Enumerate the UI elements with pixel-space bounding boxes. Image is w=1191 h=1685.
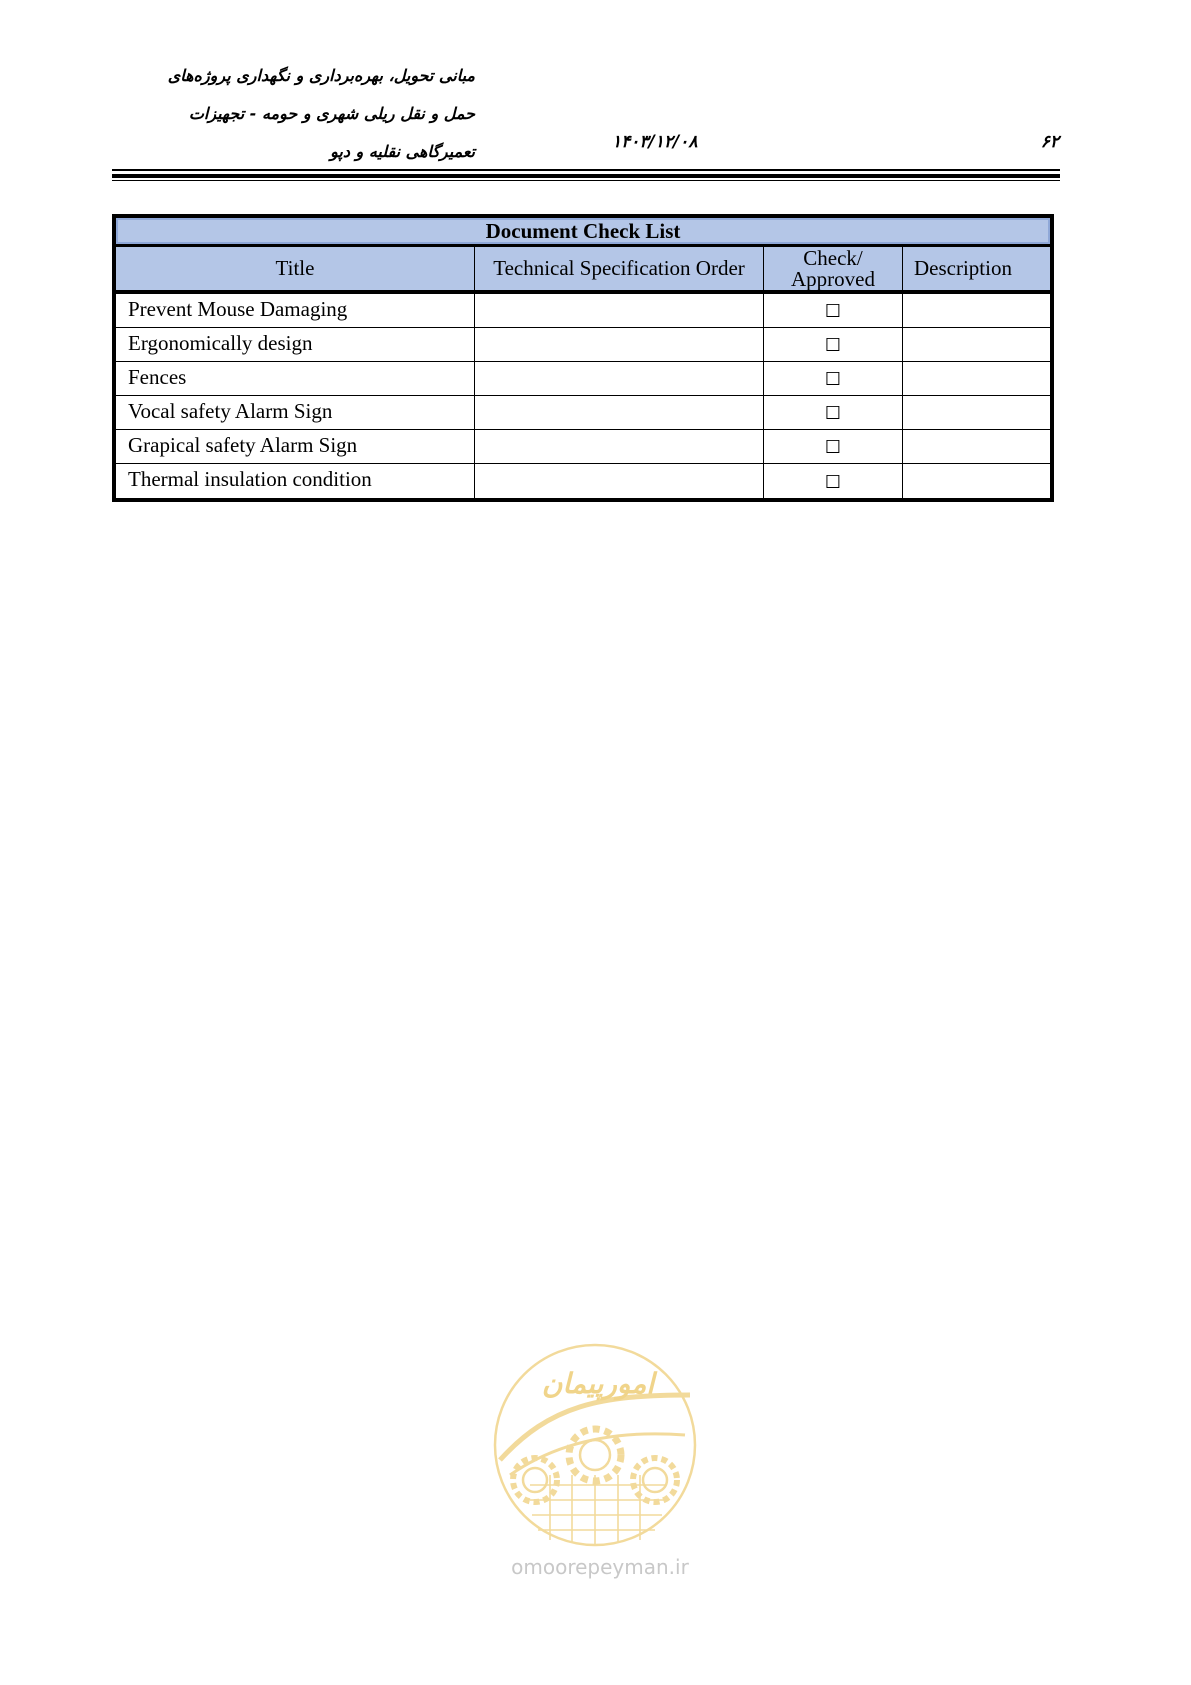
table-row xyxy=(116,396,1050,430)
header-title-line-1: مبانی تحویل، بهره‌برداری و نگهداری پروژه‌های xyxy=(167,66,475,85)
row-spec xyxy=(475,396,764,429)
checkbox[interactable]: ☐ xyxy=(824,403,842,424)
row-spec xyxy=(475,430,764,463)
table-row xyxy=(116,430,1050,464)
column-header-spec: Technical Specification Order xyxy=(475,247,764,290)
row-spec xyxy=(475,464,764,498)
table-header-row xyxy=(116,247,1050,294)
row-title: Vocal safety Alarm Sign xyxy=(116,396,475,429)
document-check-list-table xyxy=(112,214,1054,502)
header-date: ۱۴۰۳/۱۲/۰۸ xyxy=(612,132,698,152)
table-row xyxy=(116,464,1050,498)
row-title: Thermal insulation condition xyxy=(116,464,475,498)
row-check-cell xyxy=(764,328,903,361)
row-description xyxy=(903,430,1050,463)
row-description xyxy=(903,328,1050,361)
table-row xyxy=(116,362,1050,396)
watermark-logo-text: امورپیمان xyxy=(541,1367,655,1400)
checkbox[interactable]: ☐ xyxy=(824,369,842,390)
header-title-line-3: تعمیرگاهی نقلیه و دپو xyxy=(330,142,475,161)
column-header-title: Title xyxy=(116,247,475,290)
header-rule xyxy=(112,180,1060,181)
page-header xyxy=(0,0,1191,190)
row-description xyxy=(903,464,1050,498)
row-check-cell xyxy=(764,362,903,395)
row-description xyxy=(903,396,1050,429)
row-check-cell xyxy=(764,294,903,327)
page-number: ۶۲ xyxy=(1040,132,1059,152)
row-description xyxy=(903,294,1050,327)
column-header-description: Description xyxy=(914,256,1012,280)
checkbox[interactable]: ☐ xyxy=(824,471,842,493)
watermark-logo xyxy=(490,1335,700,1565)
row-check-cell xyxy=(764,464,903,498)
row-description xyxy=(903,362,1050,395)
checkbox[interactable]: ☐ xyxy=(824,301,842,322)
checkbox[interactable]: ☐ xyxy=(824,335,842,356)
row-check-cell xyxy=(764,396,903,429)
row-spec xyxy=(475,362,764,395)
row-spec xyxy=(475,328,764,361)
row-check-cell xyxy=(764,430,903,463)
row-title: Ergonomically design xyxy=(116,328,475,361)
row-title: Grapical safety Alarm Sign xyxy=(116,430,475,463)
header-rule xyxy=(112,174,1060,178)
watermark-url: omoorepeyman.ir xyxy=(511,1555,689,1579)
column-header-check: Check/ Approved xyxy=(764,247,903,290)
row-title: Fences xyxy=(116,362,475,395)
row-title: Prevent Mouse Damaging xyxy=(116,294,475,327)
row-spec xyxy=(475,294,764,327)
header-rule xyxy=(112,169,1060,171)
header-title-line-2: حمل و نقل ریلی شهری و حومه - تجهیزات xyxy=(188,104,475,123)
checkbox[interactable]: ☐ xyxy=(824,437,842,458)
table-row xyxy=(116,294,1050,328)
table-title: Document Check List xyxy=(116,218,1050,247)
table-row xyxy=(116,328,1050,362)
